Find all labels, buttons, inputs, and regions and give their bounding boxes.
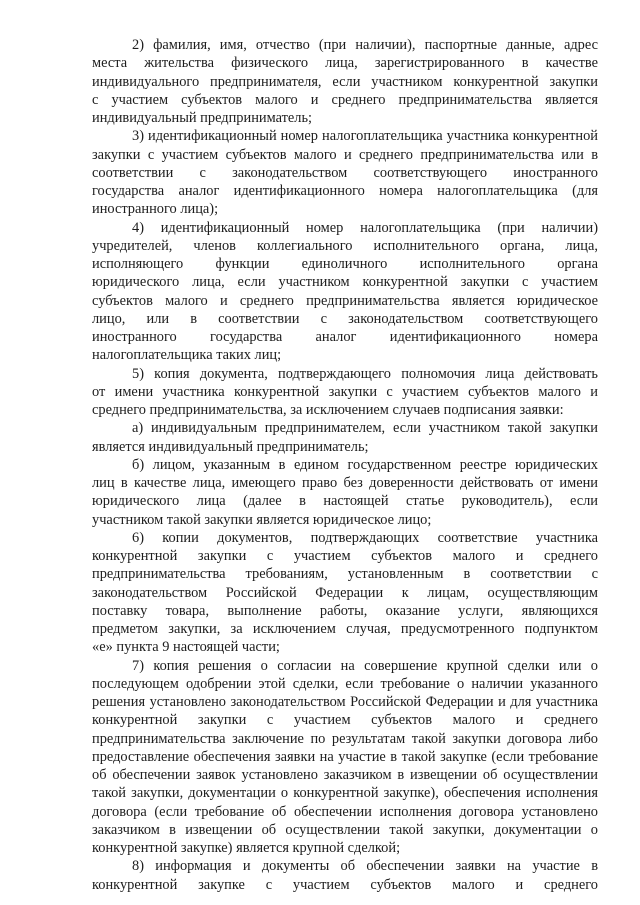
text-line: юридического лица, если участником конкурентной закупки с участием xyxy=(92,274,598,291)
text-line: конкурентной закупке) является крупной сделкой; xyxy=(92,840,401,856)
text-line: 3) идентификационный номер налогоплательщика участника конкурентной xyxy=(132,128,598,145)
text-line: 7) копия решения о согласии на совершение крупной сделки или о xyxy=(132,657,598,674)
text-line: среднего предпринимательства, за исключением случаев подписания заявки: xyxy=(92,402,564,418)
paragraph-subitem-b xyxy=(92,456,598,529)
paragraph-item-3 xyxy=(92,127,598,218)
text-line: учредителей, членов коллегиального исполнительного органа, лица, xyxy=(92,237,598,254)
text-line: б) лицом, указанным в едином государственном реестре юридических xyxy=(132,456,598,473)
text-line: конкурентной закупки с участием субъектов малого и среднего xyxy=(92,548,598,564)
paragraph-item-2 xyxy=(92,36,598,127)
text-line: государства аналог идентификационного номера налогоплательщика (для xyxy=(92,183,598,199)
text-line: соответствии с законодательством соответствующего иностранного xyxy=(92,164,598,181)
document-body xyxy=(92,36,598,894)
text-line: 5) копия документа, подтверждающего полномочия лица действовать xyxy=(132,365,598,382)
text-line: последующем одобрении этой сделки, если требование о наличии указанного xyxy=(92,675,598,692)
text-line: конкурентной закупки с участием субъектов малого и среднего xyxy=(92,712,598,729)
text-line: 6) копии документов, подтверждающих соответствие участника xyxy=(132,529,598,546)
text-line: иностранного лица); xyxy=(92,201,219,218)
paragraph-item-4 xyxy=(92,219,598,365)
text-line: индивидуального предпринимателя, если участником конкурентной закупки xyxy=(92,73,598,90)
text-line: предпринимательства заключение по результатам такой закупки договора либо xyxy=(92,730,598,747)
text-line: а) индивидуальным предпринимателем, если участником такой закупки xyxy=(132,420,598,437)
text-line: 4) идентификационный номер налогоплательщика (при наличии) xyxy=(132,219,598,236)
text-line: предоставление обеспечения заявки на участие в такой закупке (если требование xyxy=(92,748,598,765)
text-line: предпринимательства требованиям, установленным в соответствии с xyxy=(92,566,598,583)
text-line: конкурентной закупке с участием субъектов малого и среднего xyxy=(92,876,598,893)
text-line: места жительства физического лица, зарегистрированного в качестве xyxy=(92,55,598,72)
text-line: с участием субъектов малого и среднего предпринимательства является xyxy=(92,91,598,108)
text-line: юридического лица (далее в настоящей статье руководитель), если xyxy=(92,493,598,510)
text-line: поставку товара, выполнение работы, оказание услуги, являющихся xyxy=(92,602,598,619)
text-line: налогоплательщика таких лиц; xyxy=(92,347,282,364)
text-line: лицо, или в соответствии с законодательством соответствующего xyxy=(92,310,598,327)
text-line: решения установлено законодательством Российской Федерации и для участника xyxy=(92,694,598,710)
text-line: от имени участника конкурентной закупки с участием субъектов малого и xyxy=(92,383,598,400)
text-line: иностранного государства аналог идентификационного номера xyxy=(92,329,598,345)
text-line: исполняющего функции единоличного исполнительного органа xyxy=(92,256,598,272)
paragraph-subitem-a xyxy=(92,419,598,456)
paragraph-item-8 xyxy=(92,857,598,894)
text-line: предметом закупки, за исключением случая, предусмотренного подпунктом xyxy=(92,621,598,637)
paragraph-item-5 xyxy=(92,365,598,420)
text-line: 2) фамилия, имя, отчество (при наличии), паспортные данные, адрес xyxy=(132,37,598,53)
text-line: 8) информация и документы об обеспечении заявки на участие в xyxy=(132,858,598,875)
text-line: субъектов малого и среднего предпринимательства является юридическое xyxy=(92,292,598,309)
paragraph-item-6 xyxy=(92,529,598,657)
text-line: такой закупки, документации о конкурентной закупке), обеспечения исполнения xyxy=(92,785,598,802)
text-line: законодательством Российской Федерации к лицам, осуществляющим xyxy=(92,584,598,601)
text-line: лиц в качестве лица, имеющего право без доверенности действовать от имени xyxy=(92,475,598,491)
text-line: об обеспечении заявок установлено заказчиком в извещении об осуществлении xyxy=(92,767,598,783)
text-line: закупки с участием субъектов малого и среднего предпринимательства или в xyxy=(92,146,598,163)
text-line: индивидуальный предприниматель; xyxy=(92,110,313,126)
text-line: является индивидуальный предприниматель; xyxy=(92,438,369,455)
text-line: заказчиком в извещении об осуществлении такой закупки, документации о xyxy=(92,821,598,838)
paragraph-item-7 xyxy=(92,657,598,858)
text-line: участником такой закупки является юридическое лицо; xyxy=(92,511,432,528)
text-line: договора (если требование об обеспечении исполнения договора установлено xyxy=(92,803,598,820)
text-line: «е» пункта 9 настоящей части; xyxy=(92,639,280,656)
